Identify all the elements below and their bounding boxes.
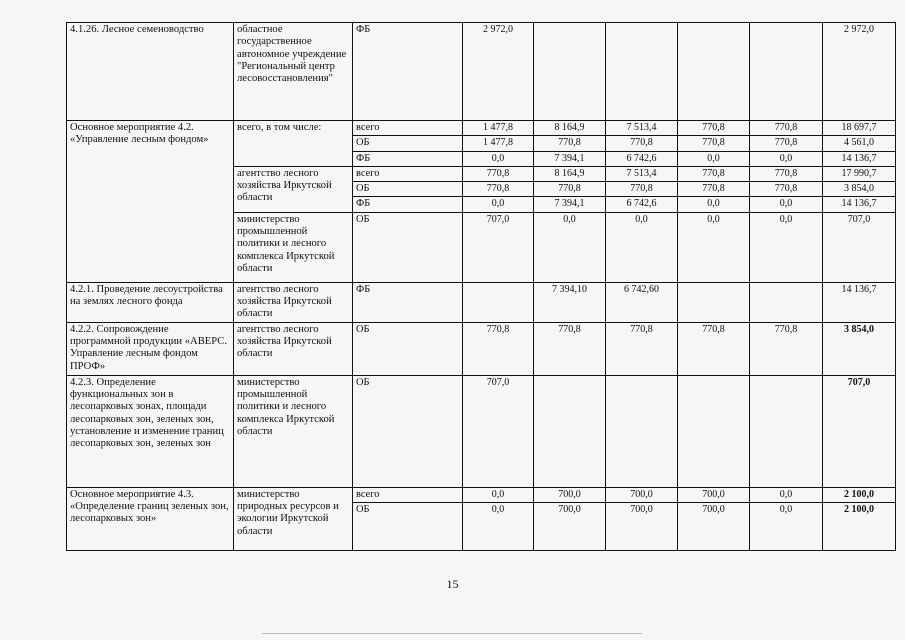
value-cell (678, 23, 750, 121)
event-cell: Основное мероприятие 4.2. «Управление лесным фондом» (67, 121, 234, 283)
value-cell: 0,0 (750, 197, 823, 212)
value-cell: 707,0 (463, 375, 534, 487)
value-cell: 0,0 (678, 212, 750, 282)
executor-cell: агентство лесного хозяйства Иркутской области (234, 166, 353, 212)
total-cell: 14 136,7 (823, 197, 896, 212)
value-cell: 7 513,4 (606, 121, 678, 136)
event-cell: 4.1.26. Лесное семеноводство (67, 23, 234, 121)
executor-cell: агентство лесного хозяйства Иркутской области (234, 282, 353, 322)
value-cell (750, 23, 823, 121)
value-cell: 770,8 (463, 322, 534, 375)
value-cell: 0,0 (750, 503, 823, 551)
total-cell: 17 990,7 (823, 166, 896, 181)
source-cell: ОБ (353, 375, 463, 487)
value-cell: 700,0 (606, 503, 678, 551)
value-cell: 770,8 (678, 322, 750, 375)
value-cell: 770,8 (678, 136, 750, 151)
table-row (67, 487, 896, 502)
value-cell: 770,8 (750, 182, 823, 197)
table-row (67, 322, 896, 375)
source-cell: всего (353, 487, 463, 502)
value-cell: 0,0 (534, 212, 606, 282)
source-cell: ФБ (353, 23, 463, 121)
table-row (67, 282, 896, 322)
executor-cell: агентство лесного хозяйства Иркутской области (234, 322, 353, 375)
source-cell: всего (353, 166, 463, 181)
source-cell: ОБ (353, 322, 463, 375)
value-cell: 7 394,10 (534, 282, 606, 322)
source-cell: ОБ (353, 212, 463, 282)
total-cell: 14 136,7 (823, 282, 896, 322)
value-cell: 707,0 (463, 212, 534, 282)
total-cell: 707,0 (823, 212, 896, 282)
value-cell: 770,8 (678, 121, 750, 136)
value-cell: 770,8 (534, 322, 606, 375)
value-cell: 770,8 (534, 182, 606, 197)
table-row (67, 23, 896, 121)
value-cell (750, 282, 823, 322)
value-cell: 8 164,9 (534, 166, 606, 181)
value-cell: 700,0 (678, 487, 750, 502)
value-cell: 0,0 (463, 151, 534, 166)
value-cell: 700,0 (678, 503, 750, 551)
value-cell: 7 394,1 (534, 197, 606, 212)
value-cell: 700,0 (534, 487, 606, 502)
value-cell: 0,0 (750, 487, 823, 502)
event-cell: 4.2.1. Проведение лесоустройства на землях лесного фонда (67, 282, 234, 322)
value-cell: 0,0 (678, 151, 750, 166)
scan-edge-line (262, 633, 642, 634)
value-cell: 700,0 (534, 503, 606, 551)
value-cell: 770,8 (678, 166, 750, 181)
value-cell (534, 375, 606, 487)
executor-cell: областное государственное автономное учреждение "Региональный центр лесовосстановления" (234, 23, 353, 121)
value-cell: 2 972,0 (463, 23, 534, 121)
value-cell (678, 375, 750, 487)
value-cell: 8 164,9 (534, 121, 606, 136)
page-number: 15 (446, 577, 459, 591)
value-cell (606, 375, 678, 487)
value-cell (534, 23, 606, 121)
value-cell: 6 742,6 (606, 151, 678, 166)
value-cell (678, 282, 750, 322)
value-cell: 0,0 (463, 503, 534, 551)
value-cell: 0,0 (463, 487, 534, 502)
value-cell: 0,0 (463, 197, 534, 212)
value-cell: 6 742,6 (606, 197, 678, 212)
total-cell: 3 854,0 (823, 322, 896, 375)
value-cell: 700,0 (606, 487, 678, 502)
executor-cell: министерство промышленной политики и лесного комплекса Иркутской области (234, 212, 353, 282)
executor-cell: министерство промышленной политики и лесного комплекса Иркутской области (234, 375, 353, 487)
event-cell: Основное мероприятие 4.3. «Определение границ зеленых зон, лесопарковых зон» (67, 487, 234, 550)
source-cell: ОБ (353, 503, 463, 551)
value-cell: 0,0 (750, 151, 823, 166)
value-cell: 770,8 (534, 136, 606, 151)
executor-cell: министерство природных ресурсов и экологии Иркутской области (234, 487, 353, 550)
value-cell: 770,8 (750, 166, 823, 181)
source-cell: ФБ (353, 151, 463, 166)
event-cell: 4.2.2. Сопровождение программной продукции «АВЕРС. Управление лесным фондом ПРОФ» (67, 322, 234, 375)
source-cell: ФБ (353, 197, 463, 212)
value-cell: 770,8 (463, 182, 534, 197)
value-cell: 7 513,4 (606, 166, 678, 181)
value-cell (750, 375, 823, 487)
table-row (67, 375, 896, 487)
total-cell: 3 854,0 (823, 182, 896, 197)
total-cell: 2 100,0 (823, 503, 896, 551)
value-cell: 1 477,8 (463, 136, 534, 151)
source-cell: ФБ (353, 282, 463, 322)
total-cell: 2 972,0 (823, 23, 896, 121)
value-cell: 770,8 (606, 322, 678, 375)
value-cell: 770,8 (463, 166, 534, 181)
value-cell: 770,8 (750, 136, 823, 151)
total-cell: 18 697,7 (823, 121, 896, 136)
value-cell: 7 394,1 (534, 151, 606, 166)
value-cell: 770,8 (750, 322, 823, 375)
value-cell: 0,0 (678, 197, 750, 212)
total-cell: 2 100,0 (823, 487, 896, 502)
source-cell: всего (353, 121, 463, 136)
value-cell (606, 23, 678, 121)
total-cell: 4 561,0 (823, 136, 896, 151)
value-cell (463, 282, 534, 322)
total-cell: 707,0 (823, 375, 896, 487)
value-cell: 770,8 (678, 182, 750, 197)
event-cell: 4.2.3. Определение функциональных зон в лесопарковых зонах, площади лесопарковых зон, зеленых зон, установление и изменение границ лесопарковых зон, зеленых зон (67, 375, 234, 487)
value-cell: 1 477,8 (463, 121, 534, 136)
value-cell: 6 742,60 (606, 282, 678, 322)
executor-cell: всего, в том числе: (234, 121, 353, 167)
value-cell: 770,8 (606, 182, 678, 197)
source-cell: ОБ (353, 136, 463, 151)
financing-table (66, 22, 896, 551)
total-cell: 14 136,7 (823, 151, 896, 166)
value-cell: 770,8 (606, 136, 678, 151)
value-cell: 0,0 (750, 212, 823, 282)
table-row (67, 121, 896, 136)
source-cell: ОБ (353, 182, 463, 197)
value-cell: 770,8 (750, 121, 823, 136)
value-cell: 0,0 (606, 212, 678, 282)
